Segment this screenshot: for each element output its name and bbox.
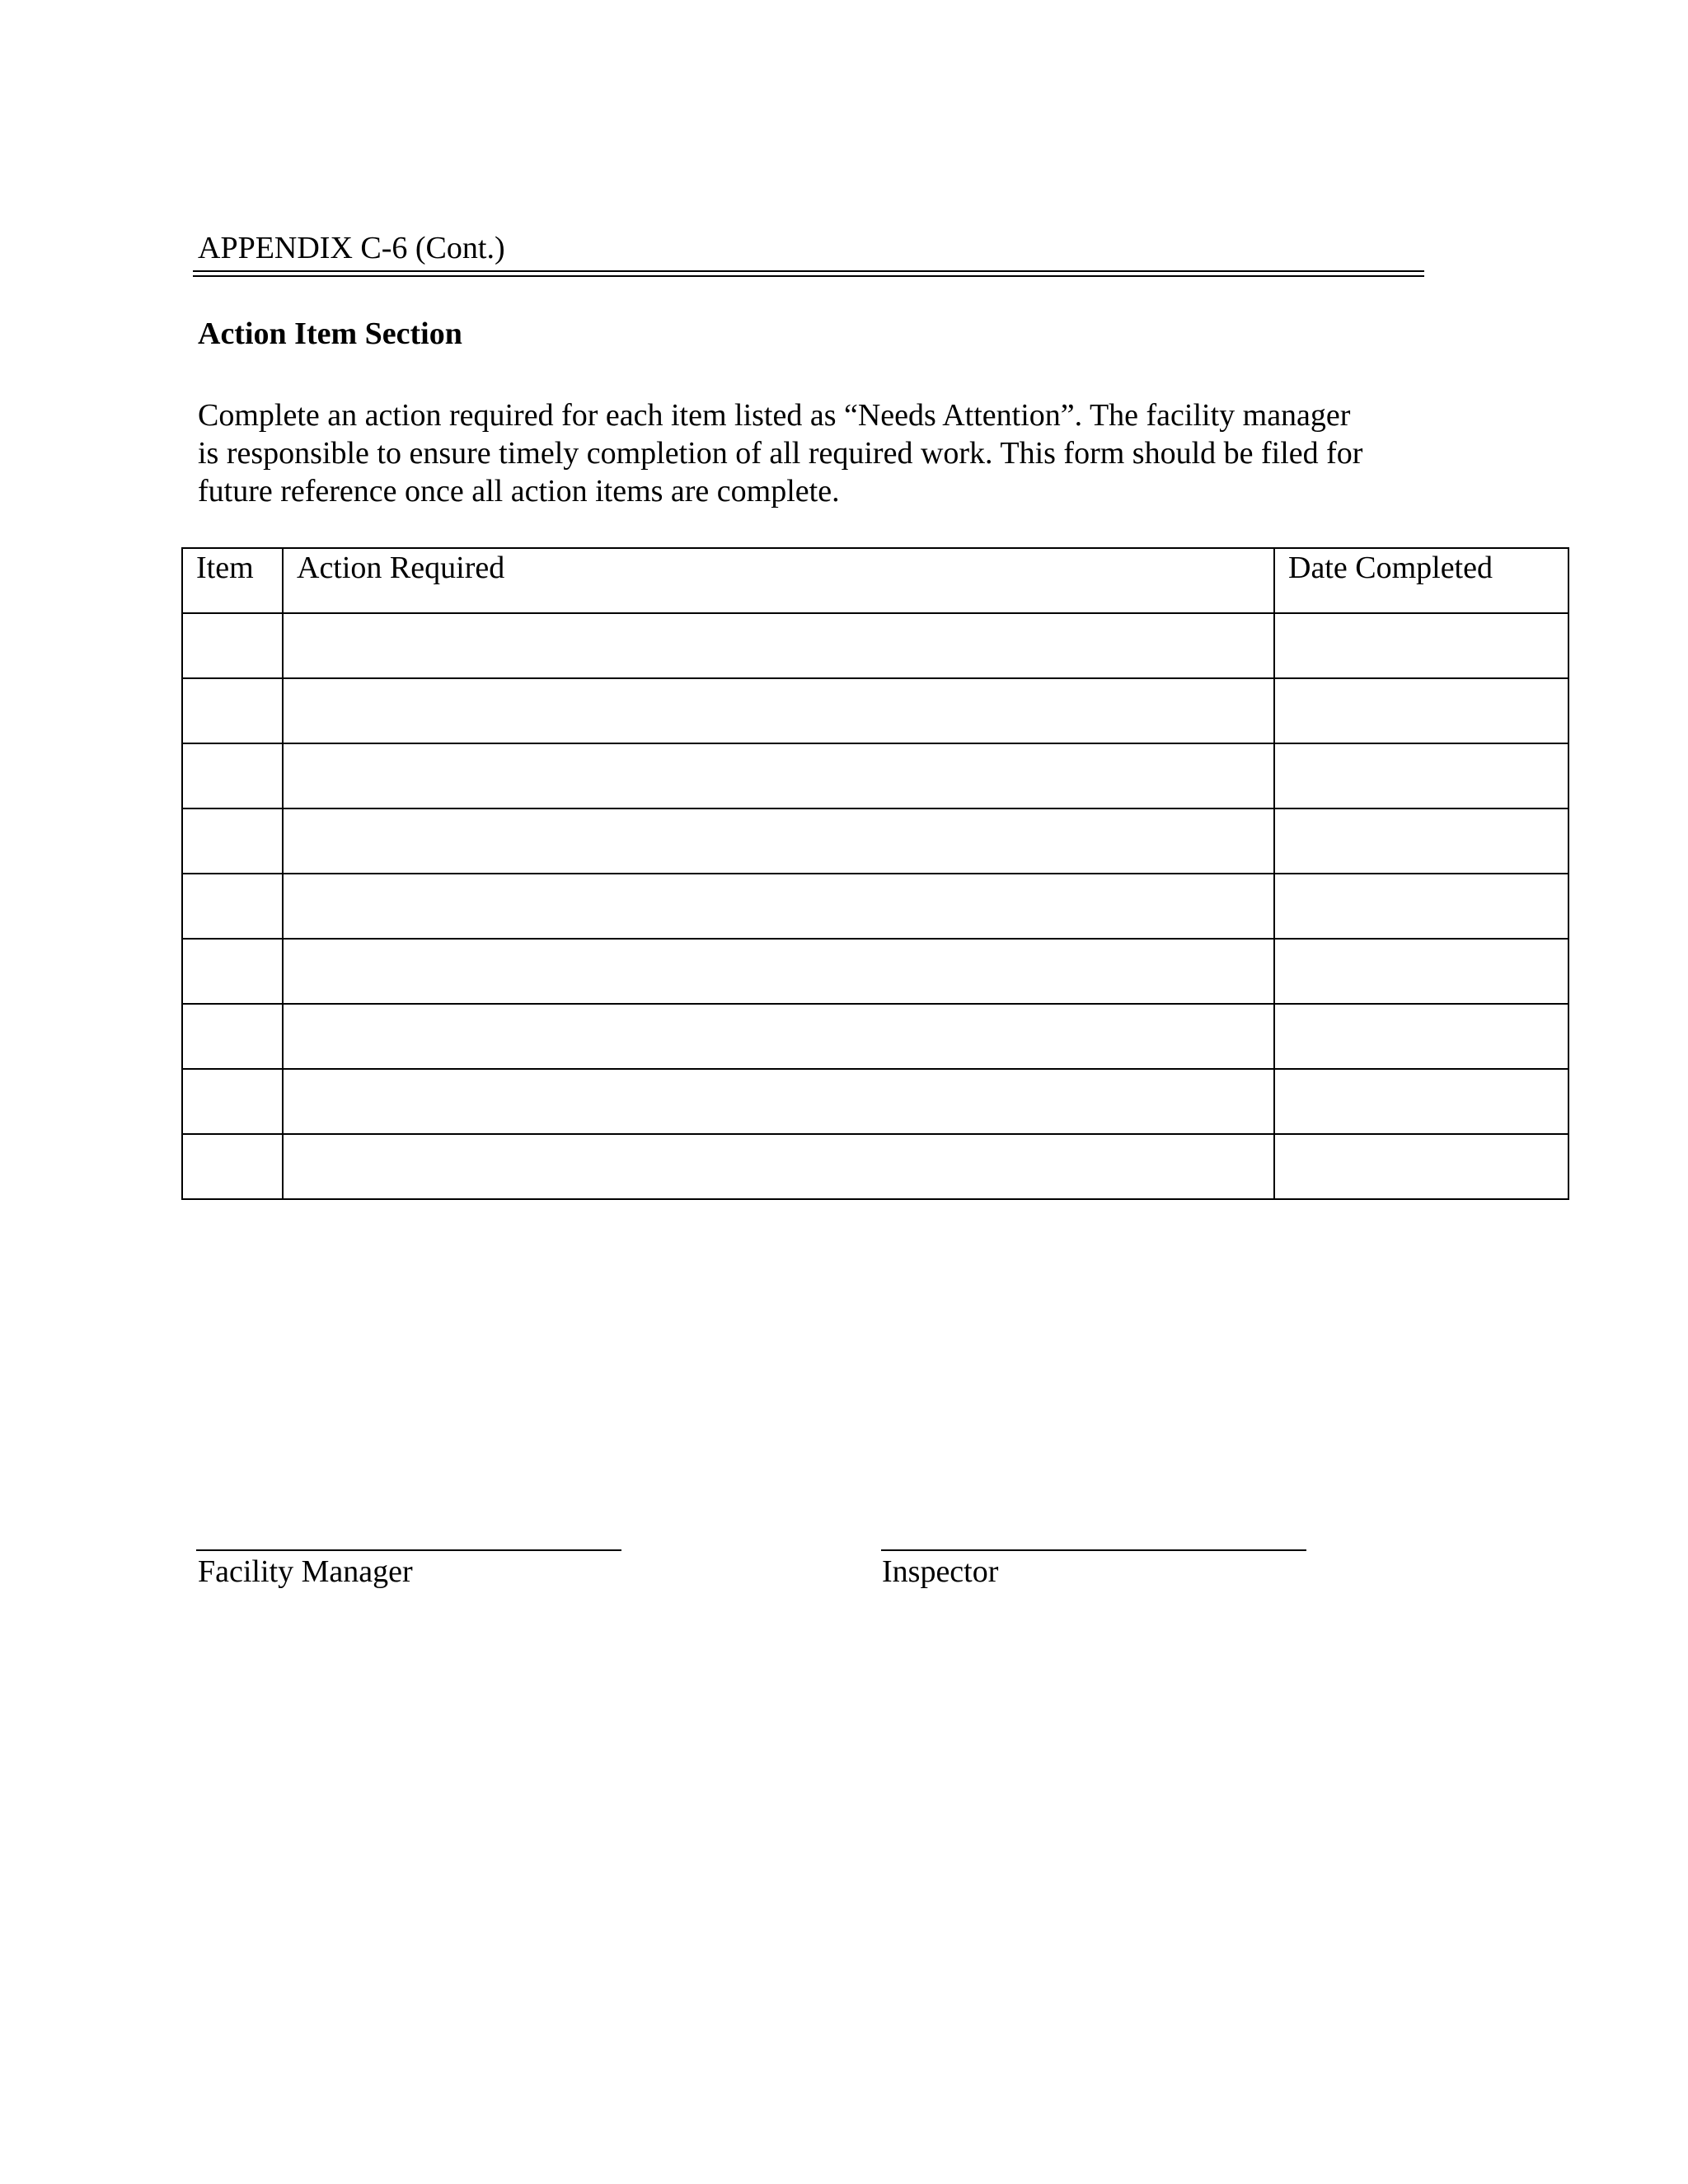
table-row — [182, 613, 1568, 678]
table-row — [182, 808, 1568, 874]
action-required-cell[interactable] — [283, 1004, 1274, 1069]
date-completed-cell[interactable] — [1274, 1134, 1568, 1199]
action-required-cell[interactable] — [283, 939, 1274, 1004]
date-completed-cell[interactable] — [1274, 743, 1568, 808]
section-title: Action Item Section — [198, 316, 462, 351]
item-cell[interactable] — [182, 1134, 283, 1199]
action-required-cell[interactable] — [283, 613, 1274, 678]
inspector-label: Inspector — [882, 1554, 999, 1589]
action-required-cell[interactable] — [283, 874, 1274, 939]
table-row — [182, 1134, 1568, 1199]
item-cell[interactable] — [182, 808, 283, 874]
instructions-line: future reference once all action items are complete. — [198, 474, 840, 509]
item-cell[interactable] — [182, 874, 283, 939]
date-completed-cell[interactable] — [1274, 874, 1568, 939]
date-completed-cell[interactable] — [1274, 939, 1568, 1004]
date-completed-cell[interactable] — [1274, 808, 1568, 874]
date-completed-cell[interactable] — [1274, 1004, 1568, 1069]
action-required-cell[interactable] — [283, 1134, 1274, 1199]
action-required-cell[interactable] — [283, 743, 1274, 808]
item-cell[interactable] — [182, 743, 283, 808]
header-rule — [193, 270, 1424, 272]
table-header-row — [182, 548, 1568, 613]
table-row — [182, 874, 1568, 939]
table-row — [182, 1069, 1568, 1134]
facility-manager-label: Facility Manager — [198, 1554, 413, 1589]
item-cell[interactable] — [182, 678, 283, 743]
table-row — [182, 678, 1568, 743]
table-row — [182, 939, 1568, 1004]
inspector-signature-line[interactable] — [881, 1549, 1306, 1551]
facility-manager-signature-line[interactable] — [196, 1549, 621, 1551]
appendix-title: APPENDIX C-6 (Cont.) — [198, 231, 505, 265]
column-header-date-completed: Date Completed — [1274, 548, 1568, 613]
action-item-table — [181, 547, 1569, 1200]
instructions-paragraph — [198, 396, 1434, 510]
item-cell[interactable] — [182, 1004, 283, 1069]
header-rule-secondary — [193, 275, 1424, 277]
item-cell[interactable] — [182, 613, 283, 678]
column-header-action-required: Action Required — [283, 548, 1274, 613]
date-completed-cell[interactable] — [1274, 613, 1568, 678]
action-required-cell[interactable] — [283, 808, 1274, 874]
action-required-cell[interactable] — [283, 1069, 1274, 1134]
item-cell[interactable] — [182, 1069, 283, 1134]
table-row — [182, 743, 1568, 808]
item-cell[interactable] — [182, 939, 283, 1004]
action-required-cell[interactable] — [283, 678, 1274, 743]
date-completed-cell[interactable] — [1274, 678, 1568, 743]
column-header-item: Item — [182, 548, 283, 613]
date-completed-cell[interactable] — [1274, 1069, 1568, 1134]
instructions-line: is responsible to ensure timely completion of all required work. This form should be filed for — [198, 436, 1363, 471]
instructions-line: Complete an action required for each item listed as “Needs Attention”. The facility manager — [198, 398, 1351, 433]
table-row — [182, 1004, 1568, 1069]
